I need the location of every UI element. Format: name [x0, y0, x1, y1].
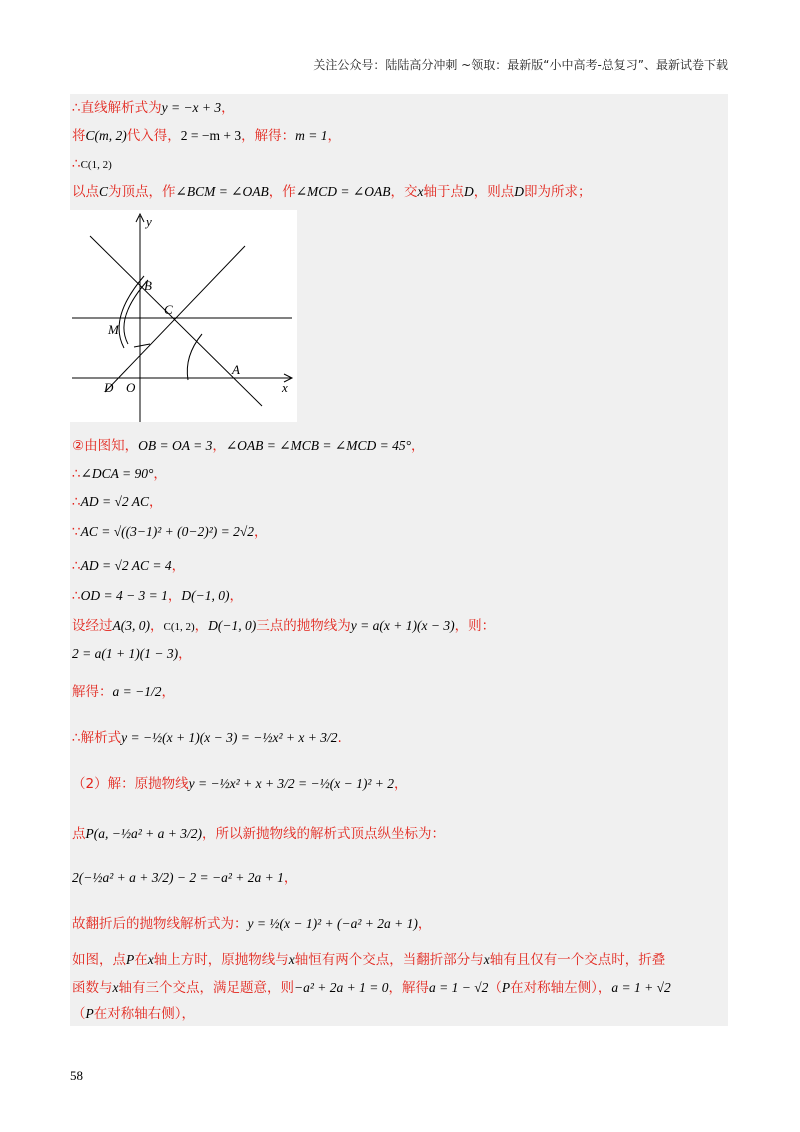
arc-a: [187, 334, 202, 380]
label-x: x: [282, 380, 288, 395]
page-header: 关注公众号：陆陆高分冲刺 ~领取：最新版“小中高考-总复习”、最新试卷下载: [313, 58, 728, 72]
label-m: M: [108, 322, 119, 337]
line-9: ∴AD = √2 AC = 4，: [72, 558, 186, 574]
label-b: B: [144, 278, 152, 293]
line-19: 如图，点P在x轴上方时，原抛物线与x轴恒有两个交点，当翻折部分与x轴有且仅有一个交点时，折叠: [72, 952, 666, 968]
line-17: 2(−½a² + a + 3/2) − 2 = −a² + 2a + 1，: [72, 870, 298, 886]
line-7: ∴AD = √2 AC，: [72, 494, 163, 510]
line-dc: [105, 246, 245, 392]
line-10: ∴OD = 4 − 3 = 1，D(−1, 0)，: [72, 588, 244, 604]
line-12: 2 = a(1 + 1)(1 − 3)，: [72, 646, 192, 662]
label-d: D: [104, 380, 114, 395]
label-y: y: [146, 214, 152, 229]
line-8: ∵AC = √((3−1)² + (0−2)²) = 2√2，: [72, 524, 268, 540]
line-5: ②由图知，OB = OA = 3，∠OAB = ∠MCB = ∠MCD = 45°，: [72, 438, 425, 454]
page-number: 58: [70, 1068, 83, 1083]
line-3: ∴C(1, 2): [72, 156, 112, 172]
coordinate-diagram: [70, 210, 297, 422]
tick-mark: [134, 344, 150, 347]
line-21: （P在对称轴右侧），: [72, 1006, 195, 1022]
line-18: 故翻折后的抛物线解析式为：y = ½(x − 1)² + (−a² + 2a + 1)，: [72, 916, 432, 932]
line-4: 以点C为顶点，作∠BCM = ∠OAB，作∠MCD = ∠OAB，交x轴于点D，则点D即为所求；: [72, 184, 592, 200]
line-14: ∴解析式y = −½(x + 1)(x − 3) = −½x² + x + 3/2.: [72, 730, 342, 746]
line-16: 点P(a, −½a² + a + 3/2)，所以新抛物线的解析式顶点纵坐标为：: [72, 826, 445, 842]
label-o: O: [126, 380, 136, 395]
line-15: （2）解：原抛物线y = −½x² + x + 3/2 = −½(x − 1)² + 2，: [72, 776, 408, 792]
line-6: ∴∠DCA = 90°，: [72, 466, 167, 482]
line-20: 函数与x轴有三个交点，满足题意，则−a² + 2a + 1 = 0，解得a = 1 − √2（P在对称轴左侧），a = 1 + √2: [72, 980, 671, 996]
line-2: 将C(m, 2)代入得，2 = −m + 3，解得：m = 1，: [72, 128, 341, 144]
line-13: 解得：a = −1/2，: [72, 684, 175, 700]
label-a: A: [232, 362, 240, 377]
line-11: 设经过A(3, 0)，C(1, 2)，D(−1, 0)三点的抛物线为y = a(x + 1)(x − 3)，则：: [72, 618, 496, 634]
solution-content: [70, 94, 728, 1026]
geometry-figure: [70, 210, 297, 422]
line-1: ∴直线解析式为y = −x + 3，: [72, 100, 235, 116]
label-c: C: [164, 302, 173, 317]
